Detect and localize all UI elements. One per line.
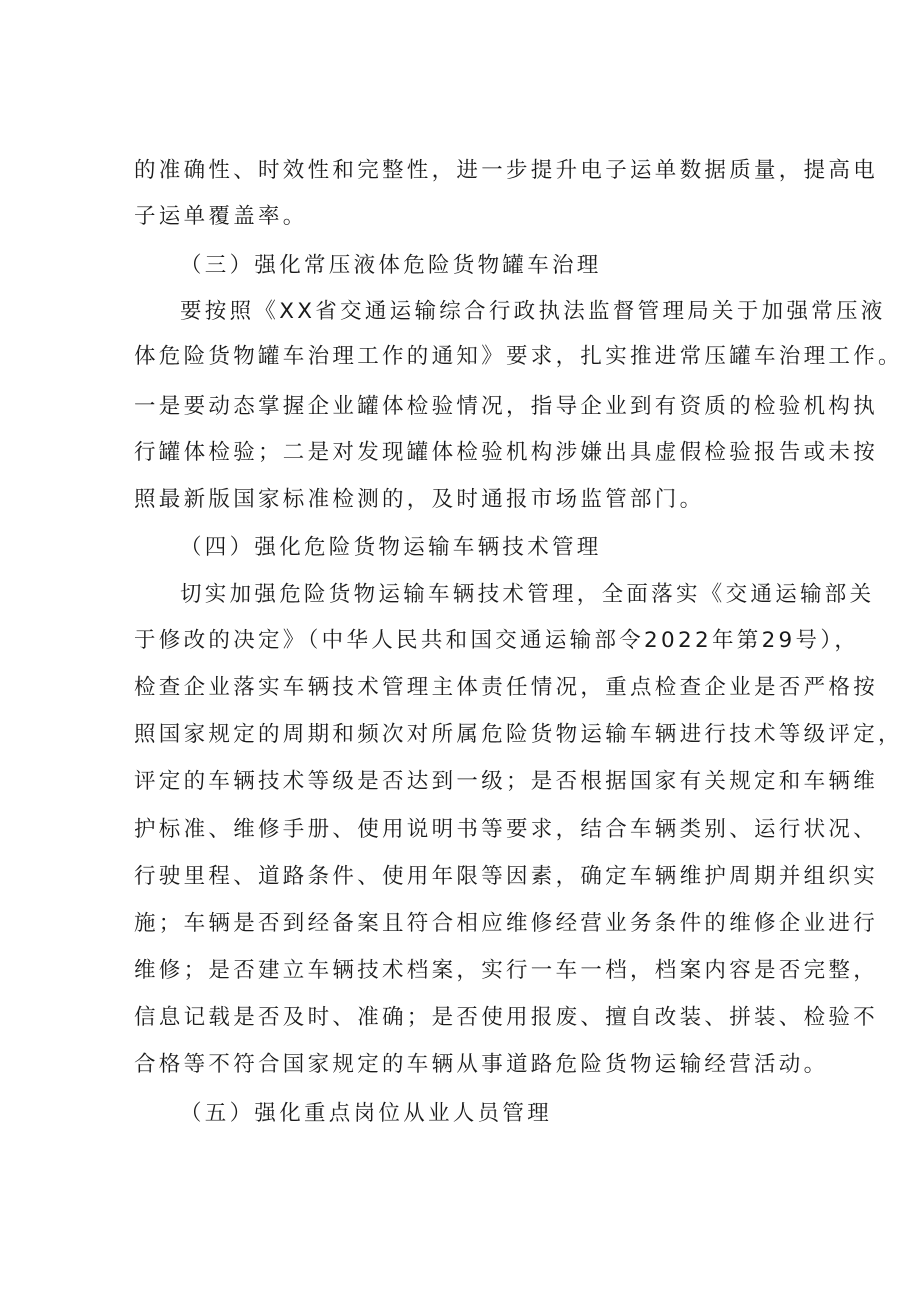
section-heading-4: （四）强化危险货物运输车辆技术管理: [180, 535, 602, 560]
body-text-line: 于修改的决定》（中华人民共和国交通运输部令2022年第29号），: [134, 628, 860, 653]
body-text-line: 施；车辆是否到经备案且符合相应维修经营业务条件的维修企业进行: [134, 911, 879, 936]
body-text-line: 子运单覆盖率。: [134, 204, 308, 229]
body-text-line: 照最新版国家标准检测的，及时通报市场监管部门。: [134, 487, 705, 512]
body-text-line: 合格等不符合国家规定的车辆从事道路危险货物运输经营活动。: [134, 1052, 829, 1077]
section-heading-5: （五）强化重点岗位从业人员管理: [180, 1101, 553, 1126]
body-text-line: 体危险货物罐车治理工作的通知》要求，扎实推进常压罐车治理工作。: [134, 344, 903, 369]
section-heading-3: （三）强化常压液体危险货物罐车治理: [180, 253, 602, 278]
body-text-line: 检查企业落实车辆技术管理主体责任情况，重点检查企业是否严格按: [134, 675, 879, 700]
body-text-line: 一是要动态掌握企业罐体检验情况，指导企业到有资质的检验机构执: [134, 394, 879, 419]
body-text-line: 行罐体检验；二是对发现罐体检验机构涉嫌出具虚假检验报告或未按: [134, 440, 879, 465]
body-text-line: 护标准、维修手册、使用说明书等要求，结合车辆类别、运行状况、: [134, 817, 879, 842]
paragraph-first-line: 要按照《XX省交通运输综合行政执法监督管理局关于加强常压液: [180, 299, 886, 324]
body-text-line: 信息记载是否及时、准确；是否使用报废、擅自改装、拼装、检验不: [134, 1005, 879, 1030]
body-text-line: 的准确性、时效性和完整性，进一步提升电子运单数据质量，提高电: [134, 158, 879, 183]
paragraph-first-line: 切实加强危险货物运输车辆技术管理，全面落实《交通运输部关: [180, 582, 875, 607]
body-text-line: 评定的车辆技术等级是否达到一级；是否根据国家有关规定和车辆维: [134, 769, 879, 794]
body-text-line: 照国家规定的周期和频次对所属危险货物运输车辆进行技术等级评定，: [134, 722, 903, 747]
body-text-line: 行驶里程、道路条件、使用年限等因素，确定车辆维护周期并组织实: [134, 864, 879, 889]
body-text-line: 维修；是否建立车辆技术档案，实行一车一档，档案内容是否完整，: [134, 958, 879, 983]
